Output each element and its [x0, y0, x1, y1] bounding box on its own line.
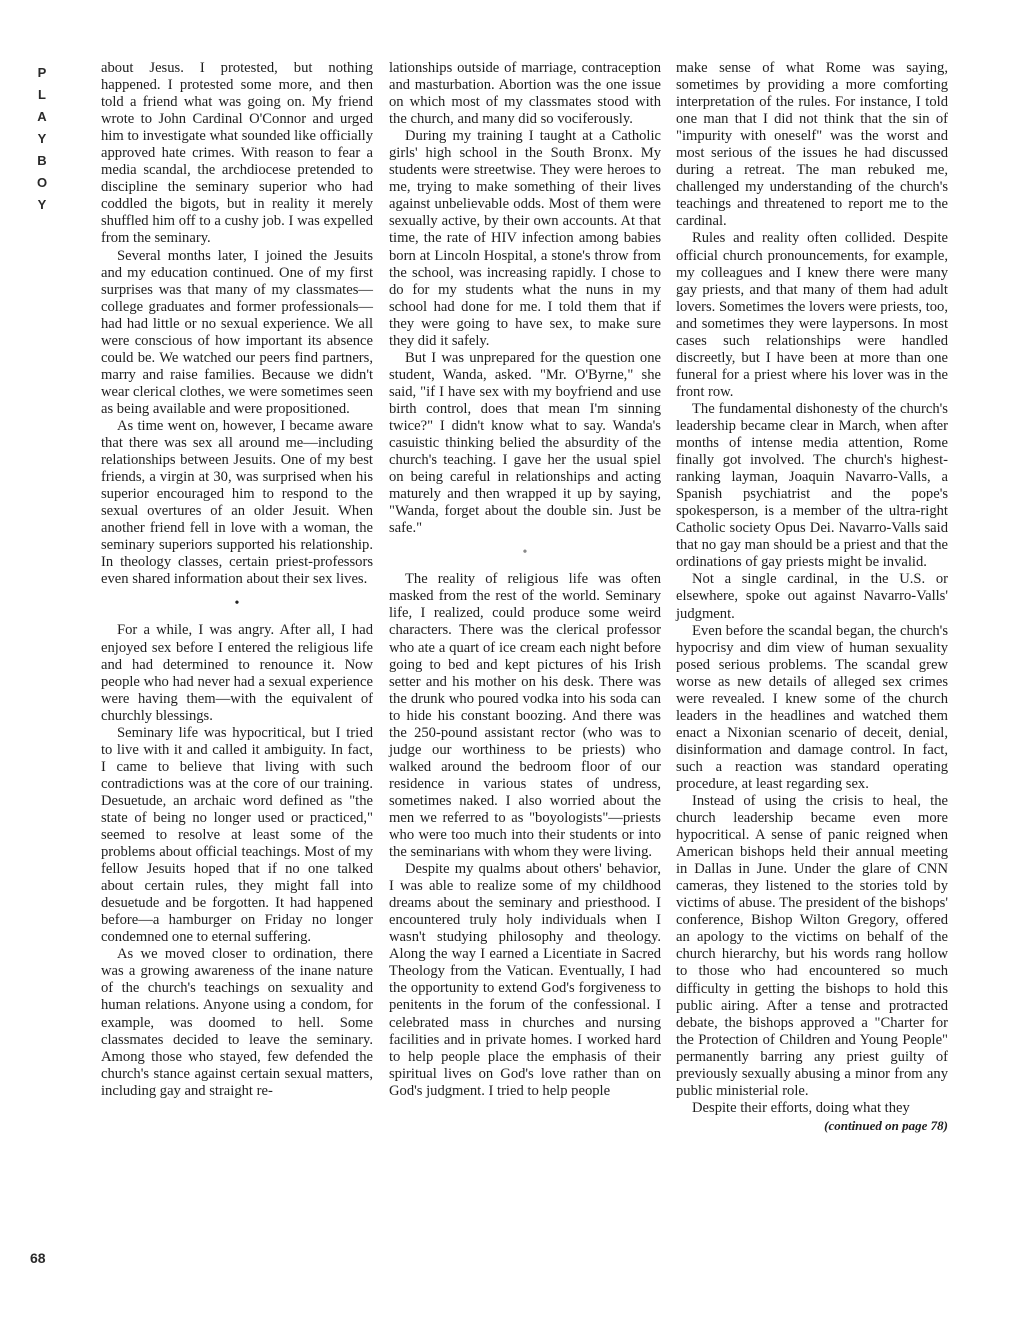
- paragraph: The fundamental dishonesty of the church's leadership became clear in March, when after months of intense media attention, Rome finally got involved. The church's highest-ranking layman, Joaquin Navarro-Valls, a Spanish psychiatrist and the pope's spokesperson, is a member of the ultra-right Catholic society Opus Dei. Navarro-Valls said that no gay man should be a priest and that the ordinations of gay priests might be invalid.: [676, 400, 948, 571]
- running-head-letter: A: [37, 109, 47, 124]
- paragraph: But I was unprepared for the question one student, Wanda, asked. "Mr. O'Byrne," she said, "if I have sex with my boyfriend and use birth control, does that mean I'm sinning twice?" I didn't know what to say. Wanda's casuistic thinking belied the absurdity of the church's teaching. I gave her the usual spiel on being careful in relationships and acting maturely and then wrapped it up by saying, "Wanda, forget about the double sin. Just be safe.": [389, 349, 661, 537]
- text-column-2: [389, 60, 661, 1100]
- paragraph: Not a single cardinal, in the U.S. or elsewhere, spoke out against Navarro-Valls' judgment.: [676, 571, 948, 622]
- paragraph: During my training I taught at a Catholic girls' high school in the South Bronx. My students were streetwise. They were heroes to me, trying to make something of their lives against unbelievable odds. Most of them were sexually active, by their own accounts. At that time, the rate of HIV infection among babies born at Lincoln Hospital, a stone's throw from the school, was increasing rapidly. I chose to do for my students what the nuns in my school had done for me. I told them that if they were going to have sex, to make sure they did it safely.: [389, 128, 661, 349]
- paragraph: As we moved closer to ordination, there was a growing awareness of the inane nature of the church's teachings on sexuality and human relations. Anyone using a condom, for example, was doomed to hell. Some classmates decided to leave the seminary. Among those who stayed, few defended the church's stance against certain sexual matters, including gay and straight re-: [101, 946, 373, 1099]
- paragraph: Despite their efforts, doing what they: [692, 1099, 910, 1116]
- section-separator: •: [234, 596, 240, 612]
- paragraph: Rules and reality often collided. Despite official church pronouncements, for example, my colleagues and I knew there were many gay priests, and that many of them had adult lovers. Sometimes the lovers were priests, too, and sometimes they were laypersons. In most cases such relationships were handled discreetly, but I have been at more than one funeral for a priest where his lover was in the front row.: [676, 230, 948, 400]
- running-head-letter: O: [36, 175, 48, 190]
- paragraph: The reality of religious life was often masked from the rest of the world. Seminary life, I realized, could produce some weird characters. There was the clerical professor who ate a quart of ice cream each night before going to bed and kept pictures of his Irish setter and his mother on his desk. There was the drunk who poured vodka into his soda can to hide his constant boozing. And there was the 250-pound assistant rector (who was to judge our worthiness to be priests) who walked around the bedroom floor of our residence in various states of undress, sometimes naked. I also worried about the men we referred to as "boyologists"—priests who were too much into their students or into the seminarians with whom they were living.: [389, 571, 661, 861]
- magazine-running-head: [30, 62, 54, 216]
- paragraph: about Jesus. I protested, but nothing happened. I protested some more, and then told a friend what was going on. My friend wrote to John Cardinal O'Connor and urged him to investigate what sounded like officially approved hate crimes. With reason to fear a media scandal, the archdiocese pretended to discipline the seminary superior who had coddled the bigots, but in reality it merely shuffled him off to a cushy job. I was expelled from the seminary.: [101, 60, 373, 247]
- paragraph: Despite my qualms about others' behavior, I was able to realize some of my childhood dreams about the seminary and priesthood. I encountered truly holy individuals when I wasn't studying philosophy and theology. Along the way I earned a Licentiate in Sacred Theology from the Vatican. Eventually, I had the opportunity to extend God's forgiveness to penitents in the forum of the confessional. I celebrated mass in churches and nursing facilities and in private homes. I worked hard to help people place the emphasis of their spiritual lives on God's love rather than on God's judgment. I tried to help people: [389, 861, 661, 1099]
- running-head-letter: Y: [37, 131, 47, 146]
- page-number: 68: [30, 1250, 46, 1266]
- running-head-letter: Y: [37, 197, 47, 212]
- paragraph: As time went on, however, I became aware that there was sex all around me—including relationships between Jesuits. One of my best friends, a virgin at 30, was surprised when his superior encouraged him to respond to the sexual overtures of an older Jesuit. When another friend fell in love with a woman, the seminary superiors supported his relationship. In theology classes, certain priest-professors even shared information about their sex lives.: [101, 417, 373, 588]
- text-column-3: [676, 60, 948, 1134]
- paragraph: Several months later, I joined the Jesuits and my education continued. One of my first surprises was that many of my classmates—college graduates and former professionals—had had little or no sexual experience. We all were conscious of how important its absence could be. We watched our peers find partners, marry and raise families. Because we didn't wear clerical clothes, we were sometimes seen as being available and were propositioned.: [101, 247, 373, 417]
- paragraph: For a while, I was angry. After all, I had enjoyed sex before I entered the religious life and had determined to renounce it. Now people who had never had a sexual experience were having them—with the equivalent of churchly blessings.: [101, 622, 373, 724]
- text-column-1: [101, 60, 373, 1100]
- continued-jump-line: (continued on page 78): [824, 1117, 948, 1133]
- running-head-letter: B: [37, 153, 47, 168]
- paragraph: Instead of using the crisis to heal, the church leadership became even more hypocritical. A sense of panic reigned when American bishops held their annual meeting in Dallas in June. Under the glare of CNN cameras, they listened to the stories told by victims of abuse. The president of the bishops' conference, Bishop Wilton Gregory, offered an apology to the victims on behalf of the church hierarchy, but his words rang hollow to those who had encountered so much difficulty in getting the bishops to hold this public airing. After a tense and protracted debate, the bishops approved a "Charter for the Protection of Children and Young People" permanently barring any priest guilty of previously sexually abusing a minor from any public ministerial role.: [676, 793, 948, 1099]
- running-head-letter: P: [37, 65, 47, 80]
- paragraph: make sense of what Rome was saying, sometimes by providing a more comforting interpretation of the rules. For instance, I told one man that I did not think that the sin of "impurity with oneself" was the worst and most serious of the issues he had discussed during a retreat. The man rebuked me, challenged my understanding of the church's teachings and threatened to report me to the cardinal.: [676, 60, 948, 230]
- paragraph: lationships outside of marriage, contraception and masturbation. Abortion was the one issue on which most of my classmates stood with the church, and many did so vociferously.: [389, 60, 661, 128]
- paragraph: Even before the scandal began, the church's hypocrisy and dim view of human sexuality posed serious problems. The scandal grew worse as new details of alleged sex crimes were revealed. I knew some of the church leaders in the headlines and watched them enact a Nixonian scenario of deceit, denial, disinformation and damage control. In fact, such a reaction was standard operating procedure, at least regarding sex.: [676, 622, 948, 792]
- paragraph: Seminary life was hypocritical, but I tried to live with it and called it ambiguity. In fact, I came to believe that living with such contradictions was at the core of our training. Desuetude, an archaic word defined as "the state of being no longer used or practiced," seemed to resolve at least some of the problems about official teachings. Most of my fellow Jesuits hoped that if no one talked about certain rules, they might fall into desuetude and be forgotten. It had happened before—a hamburger on Friday no longer condemned one to eternal suffering.: [101, 724, 373, 946]
- section-separator: •: [522, 545, 528, 561]
- running-head-letter: L: [38, 87, 46, 102]
